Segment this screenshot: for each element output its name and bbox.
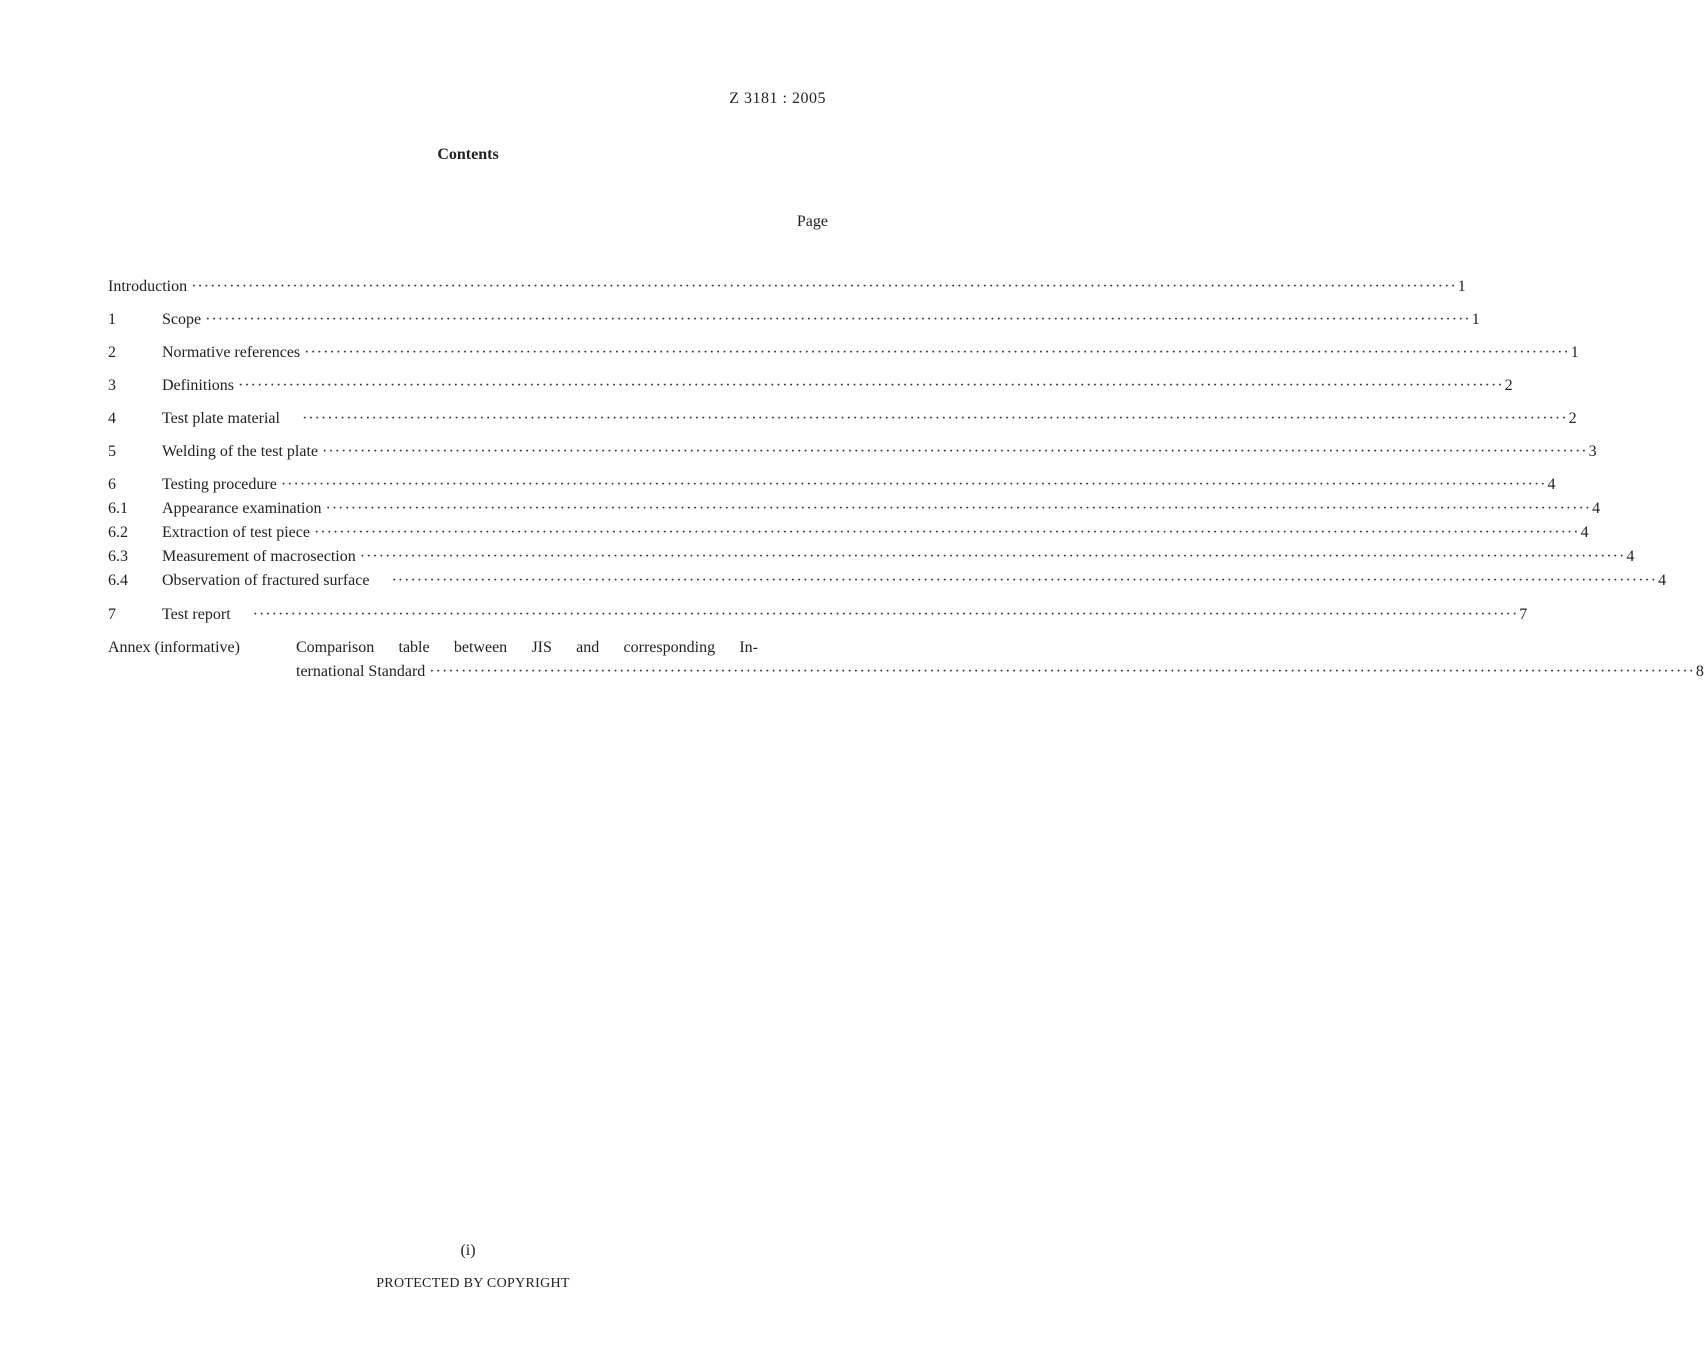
toc-entry-page: 4 <box>1547 476 1556 493</box>
toc-entry-number: 6.4 <box>108 572 128 589</box>
toc-entry-definitions[interactable] <box>108 377 1513 399</box>
toc-entry-title: Test plate material <box>162 410 280 427</box>
toc-entry-number: 6.2 <box>108 524 128 541</box>
annex-label: Annex (informative) <box>108 639 240 656</box>
toc-dot-leader: ········································································································································································································ <box>304 344 1570 361</box>
toc-entry-title: Testing procedure <box>162 476 277 493</box>
toc-entry-number: 3 <box>108 377 116 394</box>
footer-copyright: PROTECTED BY COPYRIGHT <box>376 1276 570 1291</box>
toc-entry-page: 1 <box>1457 278 1466 295</box>
toc-entry-number: 7 <box>108 606 116 623</box>
toc-dot-leader: ········································································································································································································ <box>301 410 1568 427</box>
toc-entry-page: 2 <box>1504 377 1513 394</box>
toc-entry-page: 4 <box>1626 548 1635 565</box>
toc-dot-leader: ········································································································································································································ <box>325 500 1592 517</box>
annex-title-line-2-row <box>296 663 1704 681</box>
toc-entry-page: 4 <box>1658 572 1667 589</box>
toc-entry-title: Extraction of test piece <box>162 524 310 541</box>
toc-entry-number: 1 <box>108 311 116 328</box>
toc-entry-page: 1 <box>1570 344 1579 361</box>
toc-entry-title: Normative references <box>162 344 301 361</box>
toc-entry-number: 4 <box>108 410 116 427</box>
toc-dot-leader: ········································································································································································································ <box>280 476 1547 493</box>
annex-title-line-1: Comparison table between JIS and corresponding In- <box>296 639 758 656</box>
toc-entry-number: 6 <box>108 476 116 493</box>
toc-entry-observation-of-fractured-surface[interactable] <box>108 572 1667 594</box>
toc-dot-leader: ········································································································································································································ <box>322 443 1588 460</box>
toc-dot-leader: ········································································································································································································ <box>191 278 1457 295</box>
toc-entry-number: 2 <box>108 344 116 361</box>
toc-entry-page: 7 <box>1519 606 1528 623</box>
toc-entry-number: 6.3 <box>108 548 128 565</box>
toc-dot-leader: ········································································································································································································ <box>429 663 1695 680</box>
toc-entry-test-plate-material[interactable] <box>108 410 1577 432</box>
page-column-label: Page <box>796 213 828 230</box>
toc-entry-welding-of-test-plate[interactable] <box>108 443 1597 465</box>
footer-page-number: (i) <box>460 1242 476 1259</box>
toc-entry-title: Test report <box>162 606 231 623</box>
toc-entry-scope[interactable] <box>108 311 1480 333</box>
toc-entry-title: Appearance examination <box>162 500 322 517</box>
document-id: Z 3181 : 2005 <box>729 90 826 107</box>
toc-entry-title: Welding of the test plate <box>162 443 318 460</box>
toc-entry-normative-references[interactable] <box>108 344 1579 366</box>
toc-entry-title: Measurement of macrosection <box>162 548 356 565</box>
toc-entry-extraction-of-test-piece[interactable] <box>108 524 1589 546</box>
toc-entry-introduction[interactable] <box>108 278 1466 300</box>
toc-entry-number: 5 <box>108 443 116 460</box>
toc-entry-title: Definitions <box>162 377 234 394</box>
toc-entry-testing-procedure[interactable] <box>108 476 1556 498</box>
toc-entry-page: 4 <box>1592 500 1601 517</box>
annex-title-line-2: ternational Standard <box>296 663 426 680</box>
toc-entry-measurement-of-macrosection[interactable] <box>108 548 1635 570</box>
toc-dot-leader: ········································································································································································································ <box>391 572 1658 589</box>
toc-entry-test-report[interactable] <box>108 606 1528 628</box>
toc-dot-leader: ········································································································································································································ <box>359 548 1626 565</box>
toc-entry-page: 1 <box>1471 311 1480 328</box>
toc-entry-title: Introduction <box>108 278 188 295</box>
toc-entry-page: 3 <box>1588 443 1597 460</box>
toc-entry-appearance-examination[interactable] <box>108 500 1601 522</box>
toc-dot-leader: ········································································································································································································ <box>205 311 1471 328</box>
toc-entry-title: Observation of fractured surface <box>162 572 370 589</box>
toc-entry-number: 6.1 <box>108 500 128 517</box>
toc-entry-page: 4 <box>1580 524 1589 541</box>
toc-dot-leader: ········································································································································································································ <box>238 377 1504 394</box>
annex-page: 8 <box>1695 663 1704 680</box>
toc-entry-title: Scope <box>162 311 202 328</box>
contents-title: Contents <box>437 146 499 163</box>
toc-entry-page: 2 <box>1568 410 1577 427</box>
toc-dot-leader: ········································································································································································································ <box>313 524 1580 541</box>
toc-dot-leader: ········································································································································································································ <box>252 606 1519 623</box>
